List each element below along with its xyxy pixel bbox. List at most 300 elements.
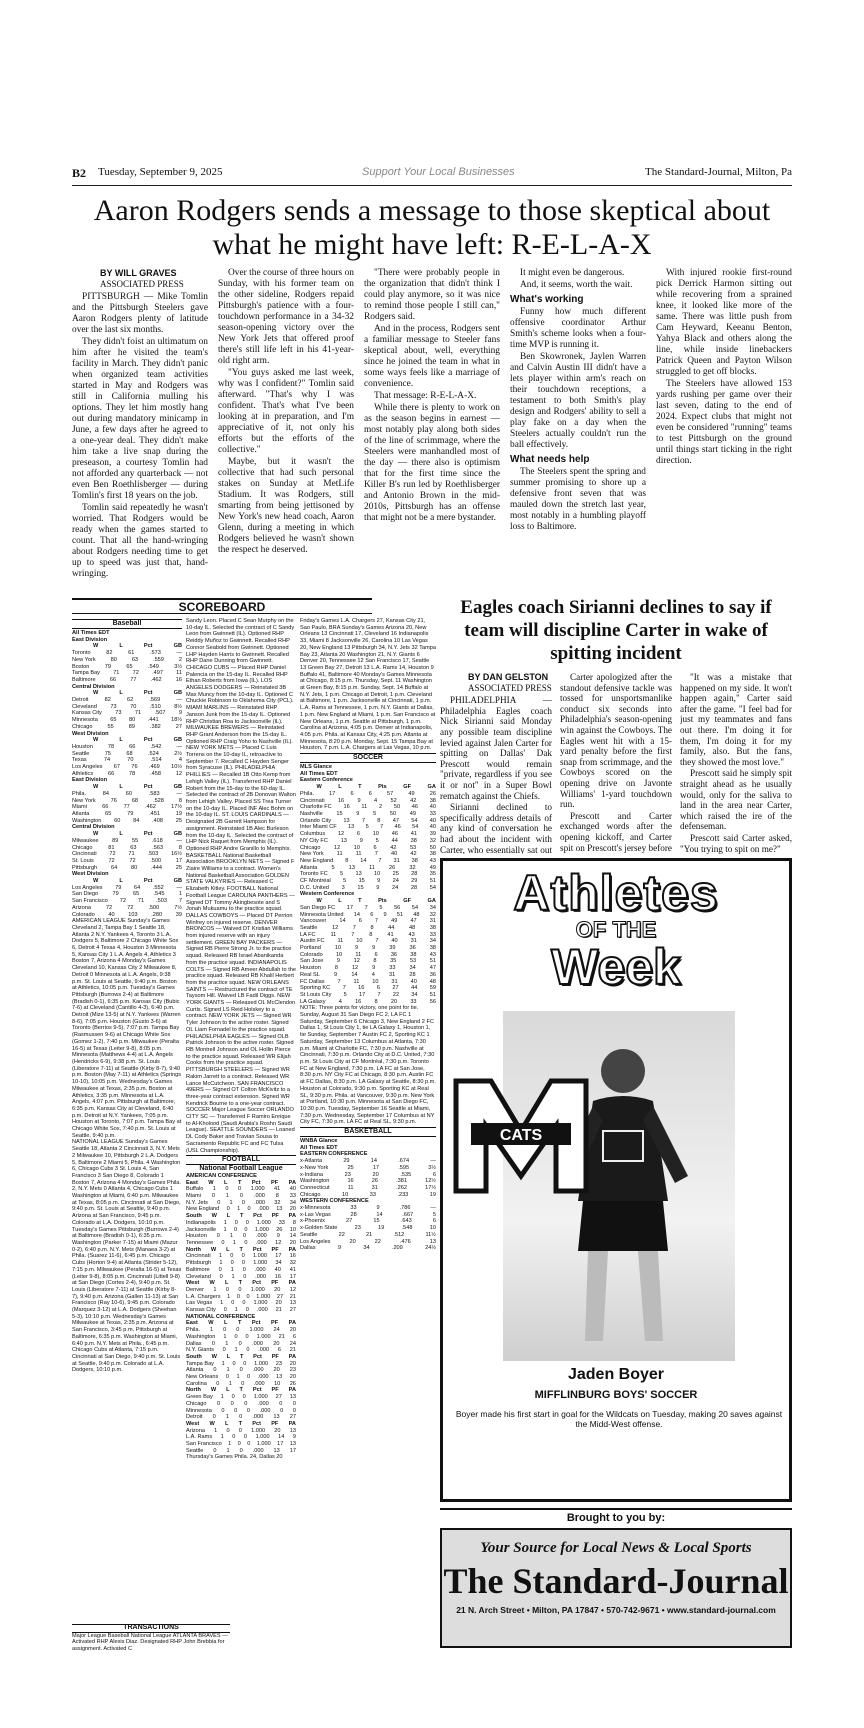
stat-cell: 13	[348, 824, 355, 831]
eagles-col-3	[680, 672, 792, 854]
paragraph: And in the process, Rodgers sent a familiar message to Steeler fans skeptical about, well, everything since he joined the team in what in some ways feels like a marriage of convenience.	[364, 324, 500, 389]
column-label: Pct	[252, 1387, 262, 1394]
stat-cell: 1.000	[254, 1360, 269, 1367]
stat-cell: 17	[289, 1273, 296, 1280]
team-name: New York	[72, 797, 96, 804]
stat-cell: 51	[429, 958, 436, 965]
stat-cell: 10	[429, 1225, 436, 1232]
paragraph: Funny how much different offensive coordinator Arthur Smith's scheme looks when a four-time MVP is running it.	[510, 307, 646, 350]
paragraph: Maybe, but it wasn't the collective that had such personal stakes on Sunday at MetLife Stadium. It was Rodgers, still smarting from being jettisoned by New York's new head coach, Aaron Glenn, during a meeting in which Rodgers believed he wasn't shown the respect he deserved.	[218, 457, 354, 555]
stat-cell: 17	[175, 857, 182, 864]
paragraph: With injured rookie first-round pick Derrick Harmon sitting out while recovering from a sprained knee, it looked like more of the same. There was little push from Cam Heyward, Keeanu Benton, Yahya Black and others along the line, while inside linebackers Patrick Queen and Payton Wilson struggled to get off blocks.	[656, 268, 792, 377]
stat-cell: .500	[148, 904, 160, 911]
stat-cell: 1.000	[249, 1327, 264, 1334]
stat-cell: 11	[336, 851, 343, 858]
column-label: L	[338, 898, 342, 905]
stat-cell: 29	[343, 1158, 350, 1165]
column-label: W	[209, 1420, 215, 1427]
stat-cell: 82	[106, 650, 113, 657]
team-name: St. Louis	[72, 857, 94, 864]
stat-cell: 1	[178, 891, 182, 898]
stat-cell: 0	[238, 1286, 242, 1293]
afc-label: AMERICAN CONFERENCE	[186, 1172, 257, 1179]
stat-cell: .563	[152, 844, 164, 851]
afc-standings	[186, 1180, 296, 1314]
stat-cell: 4	[338, 998, 342, 1005]
stat-cell: 9	[357, 797, 361, 804]
stat-cell: 15	[373, 1218, 380, 1225]
column-label: W	[211, 1213, 217, 1220]
stat-cell: 10	[353, 844, 361, 851]
subhead: What's working	[510, 294, 584, 305]
stat-cell: 53	[409, 844, 417, 851]
stat-cell: .786	[399, 1205, 411, 1212]
stat-cell: 6	[368, 790, 372, 797]
stat-cell: 39	[389, 945, 396, 952]
stat-cell: 23	[275, 1360, 283, 1367]
stat-cell: 72	[132, 670, 139, 677]
stat-cell: 0	[226, 1427, 230, 1434]
main-story-col-2	[218, 268, 354, 590]
stat-cell: 13	[340, 837, 347, 844]
mls-row	[300, 945, 436, 952]
column-label: Pct	[253, 1353, 262, 1360]
column-label: Pct	[252, 1420, 261, 1427]
wildcats-logo	[451, 1071, 591, 1201]
agency: ASSOCIATED PRESS	[468, 682, 552, 693]
stat-cell: .233	[397, 1191, 409, 1198]
team-name: Indianapolis	[186, 1219, 216, 1226]
stat-cell: 61	[128, 650, 135, 657]
stat-cell: 1	[228, 1441, 232, 1448]
team-name: L.A. Chargers	[186, 1293, 221, 1300]
stat-cell: 0	[245, 1219, 249, 1226]
nfl-title: National Football League	[199, 1165, 283, 1173]
stat-cell: 31	[410, 938, 417, 945]
standings-row	[72, 838, 182, 845]
atw-title	[443, 867, 789, 993]
stat-cell: 1	[214, 1427, 218, 1434]
mls-row	[300, 932, 436, 939]
stat-cell: 55	[131, 837, 139, 844]
stat-cell: 72	[127, 904, 134, 911]
stat-cell: 16	[358, 985, 365, 992]
stat-cell: 1	[226, 1447, 230, 1454]
stat-cell: 48	[408, 924, 416, 931]
header-tagline: Support Your Local Businesses	[362, 166, 515, 178]
stat-cell: 20	[289, 1327, 296, 1334]
sponsor-ad	[440, 1528, 792, 1648]
stat-cell: 6	[292, 1333, 296, 1340]
wnba-row	[300, 1225, 436, 1232]
mls-row	[300, 804, 436, 811]
team-name: x-Golden State	[300, 1225, 338, 1232]
standings-row	[72, 670, 182, 677]
stat-cell: .552	[152, 884, 164, 891]
stat-cell: 7½	[174, 904, 182, 911]
stat-cell: 20	[390, 998, 398, 1005]
standings-row	[72, 818, 182, 825]
stat-cell: .469	[148, 764, 160, 771]
nfl-division-header	[186, 1247, 296, 1254]
column-label: W	[93, 737, 99, 744]
stat-cell: 13	[276, 1374, 283, 1381]
stat-cell: 60	[114, 817, 121, 824]
column-header	[72, 643, 182, 650]
timezone-note: All Times EDT	[300, 1144, 338, 1151]
stat-cell: 17	[329, 790, 336, 797]
standings-row	[72, 811, 182, 818]
stat-cell: 10	[372, 831, 380, 838]
transactions-text: Major League Baseball National League ATLANTA BRAVES — Activated RHP Alexis Diaz. Designated RHP John Brebbia for assignment. Activated C	[72, 1632, 228, 1653]
stat-cell: 16	[355, 998, 362, 1005]
stat-cell: 0	[243, 1273, 247, 1280]
stat-cell: —	[430, 1205, 436, 1212]
team-name: Carolina	[186, 1380, 207, 1387]
stat-cell: 8	[374, 998, 378, 1005]
stat-cell: 1	[237, 1206, 241, 1213]
stat-cell: 0	[211, 1340, 215, 1347]
stat-cell: 4	[374, 797, 378, 804]
paragraph: "It was a mistake that happened on my side. It won't happen again," Carter said after the game. "I feel bad for just my teammates and fans out there. I'm doing it for them, I'm doing it for my family, also. But the fans, they showed the most love."	[680, 672, 792, 767]
standings-row	[72, 657, 182, 664]
stat-cell: .444	[151, 864, 162, 871]
mls-row	[300, 999, 436, 1006]
column-label: GA	[427, 898, 436, 905]
column-label: L	[119, 878, 123, 885]
stat-cell: 15	[357, 884, 364, 891]
stat-cell: 14	[278, 1434, 285, 1441]
standings-row	[72, 791, 182, 798]
stat-cell: .280	[151, 911, 163, 918]
stat-cell: 0	[217, 1199, 221, 1206]
mls-row	[300, 925, 436, 932]
stat-cell: 0	[230, 1400, 234, 1407]
stat-cell: .462	[145, 804, 156, 811]
stat-cell: 8	[178, 797, 182, 804]
team-name: Tampa Bay	[72, 670, 100, 677]
stat-cell: 10	[289, 1226, 296, 1233]
standings-row	[72, 677, 182, 684]
stat-cell: 28	[410, 884, 418, 891]
column-label: L	[119, 643, 123, 650]
stat-cell: 7	[374, 918, 379, 925]
paragraph: Ben Skowronek, Jaylen Warren and Calvin Austin III didn't have a lets player within arm's reach on their touchdown receptions, a testament to both Smith's play design and Rodgers' ability to sell a play fake on a day when the Steelers actually couldn't run the ball effectively.	[510, 352, 646, 450]
team-name: Pittsburgh	[72, 864, 98, 871]
stat-cell: 0	[292, 1400, 296, 1407]
mls-row	[300, 918, 436, 925]
column-label: PF	[271, 1387, 279, 1394]
stat-cell: 89	[128, 723, 135, 730]
page-number: B2	[72, 166, 87, 180]
nfl-row	[186, 1381, 296, 1388]
paragraph: "You guys asked me last week, why was I confident?" Tomlin said afterward. "That's why I was confident. That's what I've been looking at in preparation, and I'm appreciative of it, not only his efforts but the efforts of the collective."	[218, 368, 354, 455]
stat-cell: 11	[353, 978, 360, 985]
stat-cell: 25	[392, 871, 399, 878]
stat-cell: 0	[244, 1239, 248, 1246]
stat-cell: .000	[254, 1266, 266, 1273]
paragraph: Prescott said he simply spit straight ahead as he usually would, only for the saliva to land in the area near Carter, which raised the ire of the defenseman.	[680, 768, 792, 832]
stat-cell: 40	[274, 1266, 281, 1273]
column-label: PF	[271, 1246, 279, 1253]
stat-cell: .503	[156, 898, 167, 905]
stat-cell: 33	[429, 810, 436, 817]
stat-cell: 0	[223, 1327, 227, 1334]
paragraph: Prescott said Carter asked, "You trying to spit on me?"	[680, 832, 792, 854]
nfl-row	[186, 1394, 296, 1401]
mls-row	[300, 992, 436, 999]
division-name: West	[186, 1420, 200, 1427]
stat-cell: 38	[429, 797, 436, 804]
stat-cell: 34	[275, 1260, 282, 1267]
main-story-col-3	[364, 268, 500, 590]
stat-cell: 11	[355, 851, 362, 858]
team-name: N.Y. Jets	[186, 1199, 208, 1206]
column-label: L	[226, 1387, 230, 1394]
stat-cell: 46	[394, 824, 401, 831]
team-name: Nashville	[300, 810, 323, 817]
nfl-row	[186, 1260, 296, 1267]
stat-cell: 0	[221, 1239, 225, 1246]
nfl-row	[186, 1193, 296, 1200]
stat-cell: .549	[147, 663, 159, 670]
stat-cell: 66	[129, 743, 136, 750]
stat-cell: 4	[178, 757, 182, 764]
team-name: Washington	[300, 1178, 330, 1185]
stat-cell: 9	[377, 878, 381, 885]
stat-cell: 11½	[425, 1231, 436, 1238]
stat-cell: 42	[410, 851, 417, 858]
column-label: PF	[271, 1179, 279, 1186]
stat-cell: 26	[289, 1380, 296, 1387]
stat-cell: 1	[223, 1226, 227, 1233]
stat-cell: 6	[432, 1171, 436, 1178]
stat-cell: 1	[234, 1307, 238, 1314]
stat-cell: 43	[429, 857, 436, 864]
stat-cell: 43	[408, 931, 415, 938]
stat-cell: 32	[274, 1199, 281, 1206]
stat-cell: 8	[275, 1193, 279, 1200]
basketball-label: BASKETBALL	[300, 1127, 436, 1137]
column-label: PF	[271, 1420, 279, 1427]
stat-cell: 32	[429, 911, 436, 918]
stat-cell: 8	[369, 931, 373, 938]
team-name: Colorado	[72, 911, 95, 918]
stat-cell: .548	[401, 1225, 413, 1232]
stat-cell: 79	[112, 891, 119, 898]
wnba-row	[300, 1165, 436, 1172]
stat-cell: 6	[373, 844, 377, 851]
column-label: Pts	[378, 898, 387, 905]
wnba-row	[300, 1158, 436, 1165]
stat-cell: 6	[432, 1218, 436, 1225]
column-label: W	[209, 1280, 215, 1287]
team-name: Chicago	[72, 844, 93, 851]
stat-cell: 23	[289, 1367, 296, 1374]
stat-cell: 48	[413, 911, 420, 918]
stat-cell: .559	[153, 656, 164, 663]
stat-cell: 17	[275, 1253, 282, 1260]
column-label: L	[224, 1420, 229, 1427]
mls-row	[300, 858, 436, 865]
standings-row	[72, 804, 182, 811]
stat-cell: 0	[244, 1400, 248, 1407]
stat-cell: 103	[128, 911, 138, 918]
stat-cell: .000	[253, 1193, 265, 1200]
column-label: T	[237, 1179, 242, 1186]
team-name: x-Las Vegas	[300, 1211, 331, 1218]
column-label: T	[239, 1213, 244, 1220]
stat-cell: —	[176, 743, 182, 750]
division-name: Central Division	[72, 683, 115, 690]
team-name: Chicago	[186, 1400, 207, 1407]
stat-cell: 11	[361, 804, 368, 811]
standings-row	[72, 905, 182, 912]
stat-cell: .583	[148, 790, 160, 797]
stat-cell: 2	[378, 804, 383, 811]
stat-cell: .408	[152, 817, 163, 824]
stat-cell: 15	[358, 878, 365, 885]
stat-cell: 79	[104, 663, 112, 670]
team-name: Buffalo	[186, 1186, 204, 1193]
stat-cell: 54	[411, 904, 419, 911]
stat-cell: 5	[343, 991, 347, 998]
athletes-of-the-week	[440, 858, 792, 1502]
team-name: San Francisco	[72, 898, 108, 905]
stat-cell: .512	[393, 1231, 405, 1238]
stat-cell: 7	[337, 978, 341, 985]
stat-cell: 0	[246, 1293, 250, 1300]
stat-cell: .000	[252, 1414, 264, 1421]
nfl-row	[186, 1294, 296, 1301]
stat-cell: 1	[213, 1286, 217, 1293]
team-name: Connecticut	[300, 1184, 330, 1191]
column-label: PA	[288, 1246, 296, 1253]
stat-cell: 68	[131, 797, 139, 804]
stat-cell: 78	[129, 770, 136, 777]
team-name: Washington	[186, 1333, 216, 1340]
stat-cell: 10	[374, 871, 381, 878]
team-name: Orlando City	[300, 817, 332, 824]
standings-row	[72, 710, 182, 717]
stat-cell: 0	[246, 1347, 250, 1354]
team-name: FC Dallas	[300, 978, 325, 985]
stat-cell: 16	[343, 804, 350, 811]
stat-cell: 20	[349, 1238, 356, 1245]
stat-cell: 7	[364, 904, 368, 911]
stat-cell: 21	[289, 1293, 296, 1300]
team-name: Tampa Bay	[186, 1360, 214, 1367]
standings-row	[72, 744, 182, 751]
soccer-label: SOCCER	[300, 753, 436, 763]
column-label: PA	[288, 1320, 296, 1327]
mls-row	[300, 824, 436, 831]
column-label: GB	[173, 831, 182, 838]
stat-cell: 33	[278, 1219, 285, 1226]
stat-cell: 27	[175, 723, 182, 730]
stat-cell: 25	[175, 864, 182, 871]
team-name: Houston	[186, 1233, 207, 1240]
stat-cell: 0	[213, 1367, 217, 1374]
paragraph: "There were probably people in the organization that didn't think I could play anymore, so it was nice to remind those people I still can," Rodgers said.	[364, 268, 500, 322]
stat-cell: 72	[119, 898, 126, 905]
column-label: W	[316, 784, 322, 791]
stat-cell: 52	[390, 797, 397, 804]
stat-cell: 17½	[171, 804, 182, 811]
stat-cell: 0	[234, 1219, 238, 1226]
stat-cell: 31	[388, 971, 396, 978]
stat-cell: 17	[346, 904, 353, 911]
stat-cell: 24	[289, 1340, 296, 1347]
stat-cell: 1	[220, 1394, 224, 1401]
stat-cell: .674	[398, 1158, 410, 1165]
stat-cell: 51	[396, 911, 404, 918]
al-results: AMERICAN LEAGUE Sunday's Games Cleveland 2, Tampa Bay 1 Seattle 18, Atlanta 2 N.Y. Yankees 4, Toronto 3 L.A. Dodgers 5, Baltimore 2 Chicago White Sox 6, Detroit 4 Texas 4, Houston 3 Minnesota 5, Kansas City 1 L.A. Angels 4, Athletics 3 Boston 7, Arizona 4 Monday's Games Cleveland 10, Kansas City 2 Milwaukee 8, Detroit 0 Minnesota at L.A. Angels, 9:38 p.m. St. Louis at Seattle, 9:40 p.m. Boston at Athletics, 10:05 p.m. Tuesday's Games Pittsburgh (Burrows 2-4) at Baltimore (Bradish 0-1), 6:35 p.m. Kansas City (Bubic 7-6) at Cleveland (Cantillo 4-3), 6:40 p.m. Detroit (Mize 13-5) at N.Y. Yankees (Warren 8-6), 7:05 p.m. Houston (Gusto 3-6) at Toronto (Berrios 9-5), 7:07 p.m. Tampa Bay (Rasmussen 9-6) at Chicago White Sox (Gomez 1-2), 7:40 p.m. Milwaukee (Peralta 16-5) at Texas (Leiter 9-8), 8:05 p.m. Minnesota (Matthews 4-4) at L.A. Angels (Hendricks 6-9), 9:38 p.m. St. Louis (Liberatore 7-11) at Seattle (Kirby 8-7), 9:40 p.m. Boston (May 7-11) at Athletics (Springs 10-10), 10:05 p.m. Wednesday's Games Milwaukee at Texas, 2:35 p.m. Boston at Athletics, 3:35 p.m. Minnesota at L.A. Angels, 4:07 p.m. Pittsburgh at Baltimore, 6:35 p.m. Kansas City at Cleveland, 6:40 p.m. Detroit at N.Y. Yankees, 7:05 p.m. Houston at Toronto, 7:07 p.m. Tampa Bay at Chicago White Sox, 7:40 p.m. St. Louis at Seattle, 9:40 p.m.	[72, 918, 182, 1139]
division-name: East Division	[72, 636, 108, 643]
stat-cell: 72	[105, 904, 113, 911]
stat-cell: 0	[292, 1407, 296, 1414]
stat-cell: 27	[275, 1394, 282, 1401]
byline: BY DAN GELSTON	[468, 672, 549, 682]
team-name: Phila.	[300, 790, 314, 797]
team-name: Cincinnati	[186, 1253, 211, 1260]
nfl-division-header	[186, 1280, 296, 1287]
column-label: L	[119, 690, 123, 697]
stat-cell: 38	[429, 945, 436, 952]
stat-cell: 0	[242, 1233, 246, 1240]
stat-cell: 6	[374, 951, 378, 958]
stat-cell: 0	[238, 1340, 242, 1347]
stat-cell: 0	[247, 1441, 251, 1448]
stat-cell: 0	[231, 1394, 235, 1401]
stat-cell: 72	[109, 851, 116, 858]
page-header	[72, 160, 792, 186]
mls-note: NOTE: Three points for victory, one point for tie.	[300, 1005, 419, 1012]
stat-cell: 9	[372, 945, 376, 952]
stat-cell: 0	[247, 1206, 251, 1213]
team-name: Columbus	[300, 831, 326, 838]
stat-cell: 1	[223, 1333, 227, 1340]
team-name: Arizona	[72, 904, 91, 911]
team-name: x-New York	[300, 1164, 329, 1171]
stat-cell: 17	[277, 1441, 284, 1448]
standings-row	[72, 697, 182, 704]
stat-cell: 31	[371, 1184, 378, 1191]
team-name: Atlanta	[186, 1367, 204, 1374]
stat-cell: 8	[373, 958, 377, 965]
stat-cell: 62	[127, 697, 134, 704]
stat-cell: 1.000	[254, 1226, 269, 1233]
stat-cell: 0	[212, 1414, 216, 1421]
stat-cell: 6	[370, 911, 374, 918]
team-name: Athletics	[72, 770, 94, 777]
stat-cell: 49	[409, 810, 417, 817]
column-label: PA	[288, 1387, 296, 1394]
stat-cell: 77	[130, 676, 137, 683]
mls-row	[300, 938, 436, 945]
paragraph: PHILADELPHIA — Philadelphia Eagles coach Nick Sirianni said Monday any possible team discipline levied against Jalen Carter for spitting on Dallas' Dak Prescott would remain "private, regardless if you see it or not" in a Super Bowl rematch against the Chiefs.	[440, 695, 552, 801]
column-label: W	[93, 690, 99, 697]
wnba-row	[300, 1232, 436, 1239]
stat-cell: 20	[275, 1300, 282, 1307]
stat-cell: 31	[429, 918, 436, 925]
stat-cell: 40	[390, 851, 398, 858]
stat-cell: 34	[363, 1245, 370, 1252]
division-name: WESTERN CONFERENCE	[300, 1198, 369, 1205]
stat-cell: 20	[372, 1171, 379, 1178]
stat-cell: —	[176, 697, 182, 704]
standings-row	[72, 898, 182, 905]
